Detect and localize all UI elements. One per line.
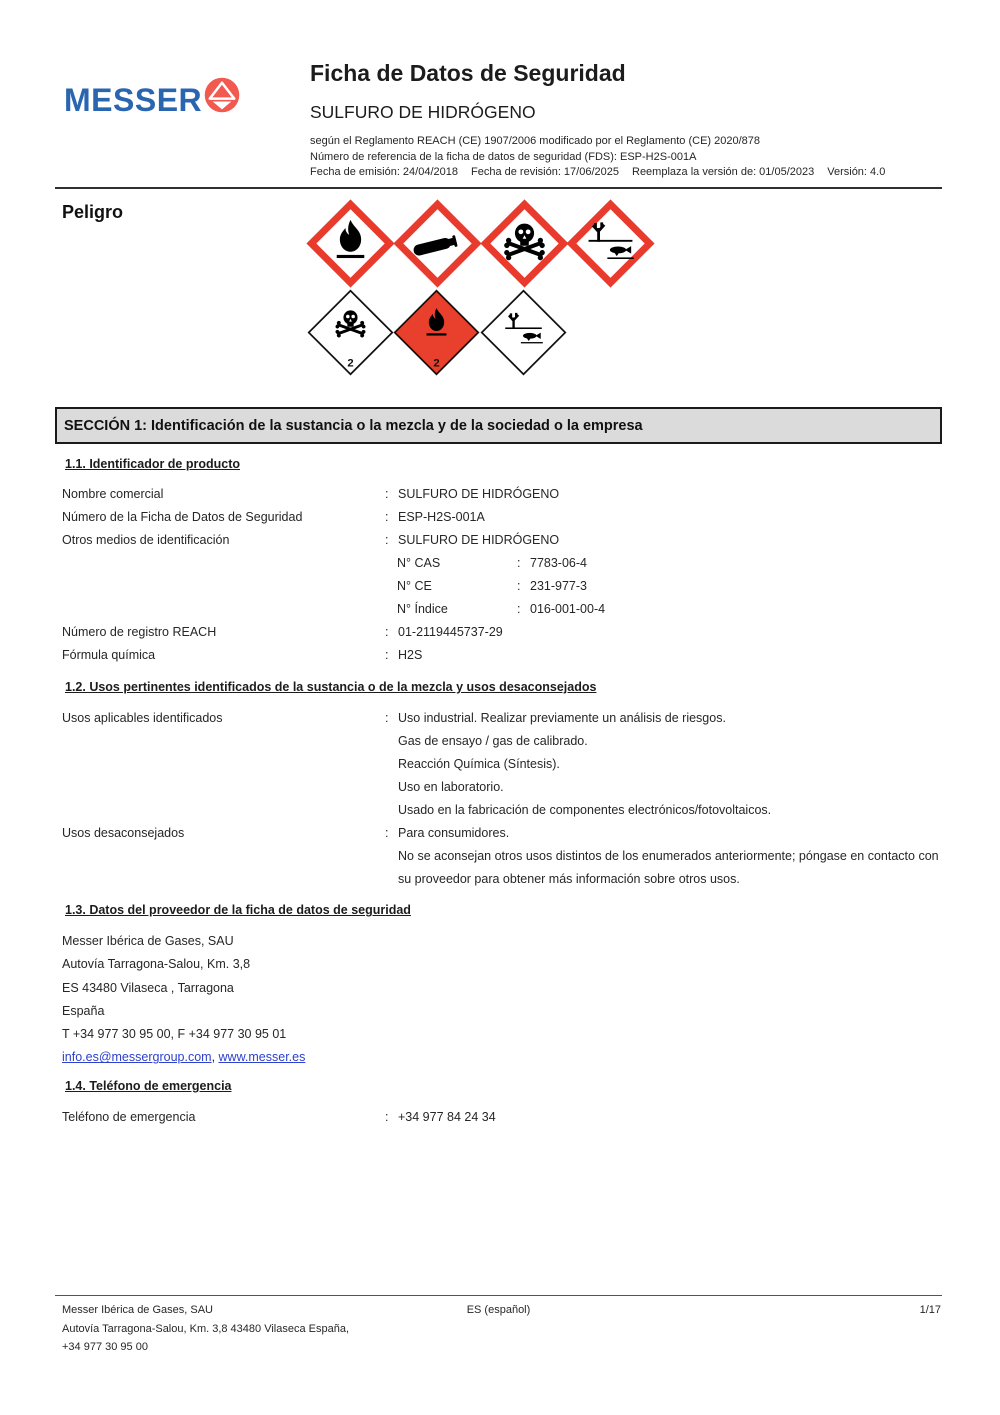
header-meta	[310, 134, 960, 181]
header-divider	[55, 187, 942, 189]
list-item: No se aconsejan otros usos distintos de los enumerados anteriormente; póngase en contacto con su proveedor para obtener más información sobre otros usos.	[398, 849, 939, 886]
subsection-1-4-heading: 1.4. Teléfono de emergencia	[65, 1079, 232, 1093]
ghs-flame-icon	[307, 200, 394, 287]
row-value: SULFURO DE HIDRÓGENO	[398, 487, 560, 501]
signal-word: Peligro	[62, 202, 124, 222]
table-row	[55, 1106, 942, 1129]
colon: :	[385, 1110, 389, 1124]
supplier-phone-fax: T +34 977 30 95 00, F +34 977 30 95 01	[62, 1027, 287, 1042]
row-label: Número de registro REACH	[62, 625, 217, 639]
dates-line	[310, 165, 960, 181]
subsection-1-2-heading: 1.2. Usos pertinentes identificados de la sustancia o de la mezcla y usos desaconsejados	[65, 680, 597, 694]
transport-toxic-gas-icon	[307, 289, 394, 376]
row-value: 016-001-00-4	[530, 602, 606, 616]
table-subrow	[55, 575, 942, 598]
replaces-version: Reemplaza la versión de: 01/05/2023	[632, 166, 815, 178]
footer-language: ES (español)	[466, 1304, 531, 1316]
transport-class-number: 2	[433, 357, 440, 370]
table-subrow	[55, 598, 942, 621]
list-item: Usado en la fabricación de componentes electrónicos/fotovoltaicos.	[398, 803, 772, 817]
messer-logo	[64, 82, 240, 118]
supplier-country: España	[62, 1003, 105, 1018]
subsection-1-3-heading: 1.3. Datos del proveedor de la ficha de datos de seguridad	[65, 903, 411, 917]
uses-table	[55, 707, 942, 891]
table-row	[55, 822, 942, 891]
reference-line: Número de referencia de la ficha de datos de seguridad (FDS): ESP-H2S-001A	[310, 150, 697, 163]
row-label: N° Índice	[397, 602, 448, 616]
colon: :	[517, 579, 521, 593]
footer-page-number: 1/17	[919, 1304, 941, 1316]
colon: :	[385, 648, 389, 662]
ghs-environment-icon	[567, 200, 654, 287]
transport-class-number: 2	[347, 357, 354, 370]
supplier-street: Autovía Tarragona-Salou, Km. 3,8	[62, 957, 251, 972]
email-link[interactable]: info.es@messergroup.com	[62, 1050, 212, 1065]
row-label: Fórmula química	[62, 648, 156, 662]
colon: :	[385, 533, 389, 547]
list-item: Reacción Química (Síntesis).	[398, 757, 560, 771]
row-value: H2S	[398, 648, 423, 662]
document-title: Ficha de Datos de Seguridad	[310, 60, 626, 86]
version: Versión: 4.0	[827, 166, 886, 178]
table-row	[55, 483, 942, 506]
row-label: Otros medios de identificación	[62, 533, 230, 547]
row-label: Usos desaconsejados	[62, 826, 185, 840]
product-name: SULFURO DE HIDRÓGENO	[310, 102, 536, 122]
supplier-block	[55, 930, 942, 1070]
row-value-list	[398, 707, 942, 822]
row-value: 231-977-3	[530, 579, 587, 593]
row-label: Teléfono de emergencia	[62, 1110, 196, 1124]
row-label: N° CAS	[397, 556, 441, 570]
website-link[interactable]: www.messer.es	[218, 1050, 306, 1065]
table-row	[55, 644, 942, 667]
colon: :	[385, 711, 389, 725]
colon: :	[385, 510, 389, 524]
row-value-list	[398, 822, 942, 891]
table-row	[55, 621, 942, 644]
row-label: Nombre comercial	[62, 487, 164, 501]
row-value: SULFURO DE HIDRÓGENO	[398, 533, 560, 547]
colon: :	[385, 826, 389, 840]
row-value: 7783-06-4	[530, 556, 587, 570]
colon: :	[517, 602, 521, 616]
table-row	[55, 707, 942, 822]
row-label: Usos aplicables identificados	[62, 711, 223, 725]
emergency-phone-table	[55, 1106, 942, 1129]
page-footer	[55, 1301, 942, 1357]
regulation-line: según el Reglamento REACH (CE) 1907/2006 modificado por el Reglamento (CE) 2020/878	[310, 135, 761, 147]
list-item: Gas de ensayo / gas de calibrado.	[398, 734, 588, 748]
ghs-gas-cylinder-icon	[394, 200, 481, 287]
row-label: Número de la Ficha de Datos de Seguridad	[62, 510, 303, 524]
supplier-links	[55, 1046, 942, 1069]
link-separator: ,	[211, 1050, 219, 1065]
supplier-name: Messer Ibérica de Gases, SAU	[62, 934, 234, 948]
colon: :	[517, 556, 521, 570]
ghs-skull-crossbones-icon	[481, 200, 568, 287]
row-value: ESP-H2S-001A	[398, 510, 485, 524]
footer-divider	[55, 1295, 942, 1296]
list-item: Uso en laboratorio.	[398, 780, 504, 794]
supplier-city: ES 43480 Vilaseca , Tarragona	[62, 980, 234, 995]
list-item: Para consumidores.	[398, 826, 510, 840]
footer-company: Messer Ibérica de Gases, SAU	[62, 1304, 214, 1316]
row-value: +34 977 84 24 34	[398, 1110, 496, 1124]
issue-date: Fecha de emisión: 24/04/2018	[310, 166, 458, 178]
section-1-header: SECCIÓN 1: Identificación de la sustancia o la mezcla y de la sociedad o la empresa	[55, 407, 942, 444]
footer-phone: +34 977 30 95 00	[62, 1341, 148, 1353]
list-item: Uso industrial. Realizar previamente un análisis de riesgos.	[398, 711, 726, 725]
product-identifier-table	[55, 483, 942, 667]
revision-date: Fecha de revisión: 17/06/2025	[471, 166, 619, 178]
row-label: N° CE	[397, 579, 432, 593]
subsection-1-1-heading: 1.1. Identificador de producto	[65, 457, 241, 471]
messer-logo-text: MESSER	[64, 82, 203, 118]
colon: :	[385, 625, 389, 639]
transport-flammable-gas-icon	[393, 289, 480, 376]
colon: :	[385, 487, 389, 501]
transport-marine-pollutant-icon	[480, 289, 567, 376]
footer-address: Autovía Tarragona-Salou, Km. 3,8 43480 Vilaseca España,	[62, 1322, 350, 1335]
table-subrow	[55, 552, 942, 575]
messer-emblem-icon	[204, 77, 240, 113]
row-value: 01-2119445737-29	[398, 625, 503, 639]
table-row	[55, 529, 942, 552]
table-row	[55, 506, 942, 529]
